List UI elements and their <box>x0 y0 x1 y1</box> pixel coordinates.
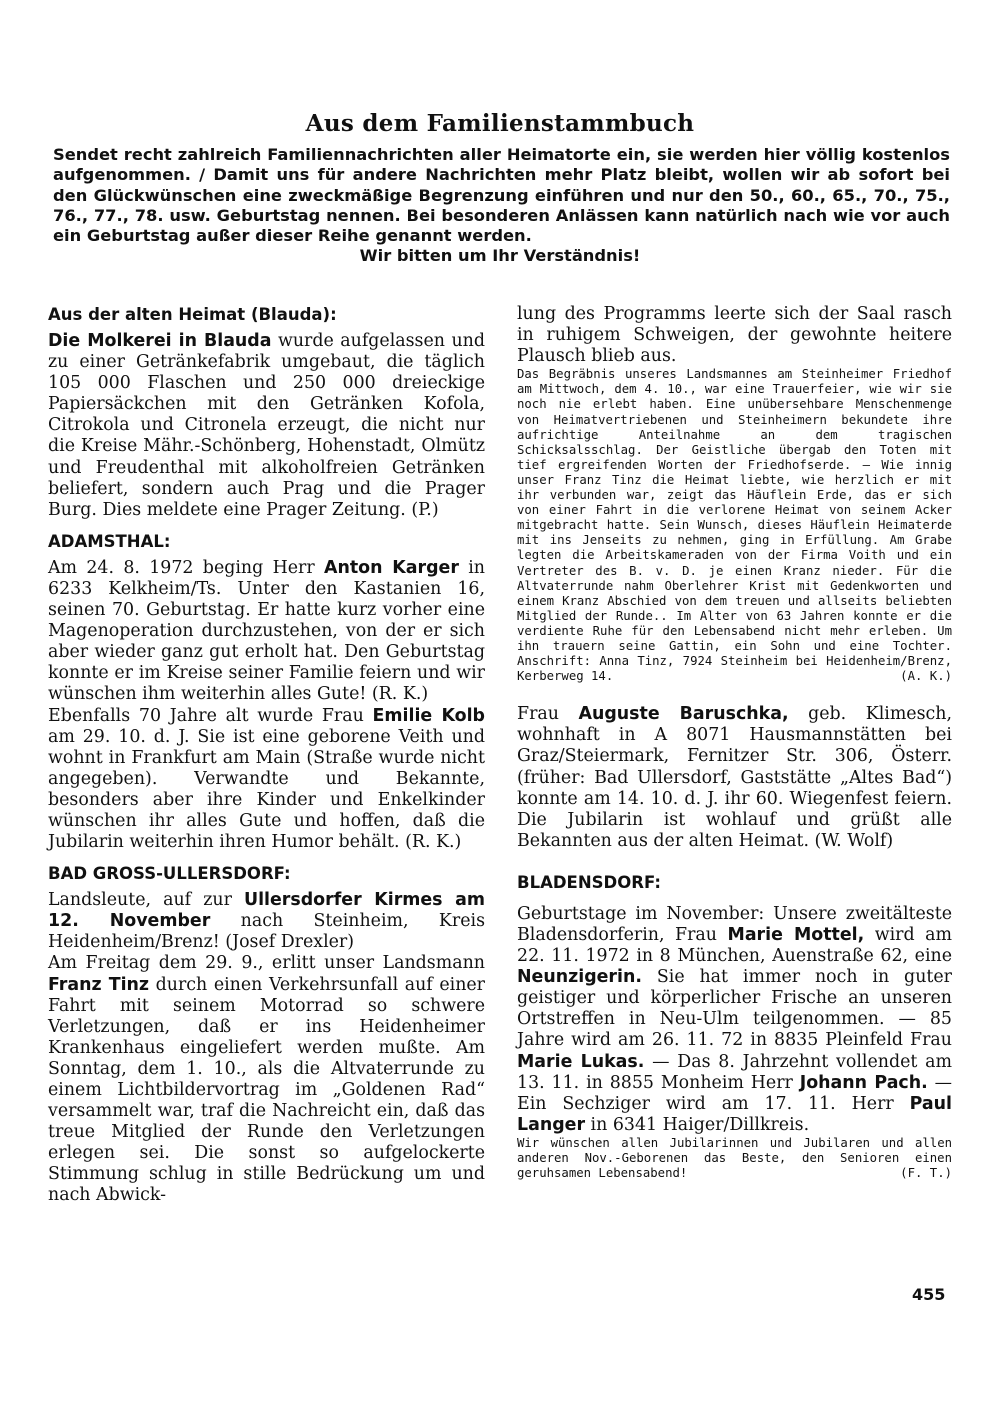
person-name: Johann Pach. <box>799 1072 928 1093</box>
text: Am Freitag dem 29. 9., erlitt unser Landsmann <box>48 953 485 974</box>
article-karger <box>48 558 485 706</box>
text: in 6341 Haiger/Dillkreis. <box>585 1114 810 1135</box>
text: wurde aufgelassen und zu einer Getränkefabrik umgebaut, die täglich 105 000 Flaschen und 250 000 dreieckige Papiersäckchen mit den Getränken Kofola, Citrokola und Citronela erzeugt, die nicht nur die Kreise Mähr.-Schönberg, Hohenstadt, Olmütz und Freudenthal mit alkoholfreien Getränken beliefert, sondern auch Prag und die Prager Burg. Dies meldete eine Prager Zeitung. (P.) <box>48 331 485 520</box>
text: geb. Klimesch, wohnhaft in A 8071 Hausmannstätten bei Graz/Steiermark, Fernitzer Str. 306, Österr. (früher: Bad Ullersdorf, Gaststätte „Altes Bad“) konnte am 14. 10. d. J. ihr 60. Wiegenfest feiern. Die Jubilarin ist wohlauf und grüßt alle Bekannten aus der alten Heimat. (W. Wolf) <box>517 704 952 851</box>
article-kirmes <box>48 890 485 953</box>
signature: (A. K.) <box>900 669 952 684</box>
text: wird am 22. 11. 1972 in 8 München, Auenstraße 62, eine <box>517 925 952 967</box>
article-tinz <box>48 953 485 1206</box>
person-name: Franz Tinz <box>48 974 150 995</box>
text: Wir wünschen allen Jubilarinnen und Jubilaren und allen anderen Nov.-Geborenen das Beste, den Senioren einen geruhsamen Lebensabend! <box>517 1135 952 1181</box>
text: Am 24. 8. 1972 beging Herr <box>48 557 324 578</box>
text: Sie hat immer noch in guter geistiger und körperlicher Frische an unseren Ortstreffen in Neu-Ulm teilgenommen. — 85 Jahre wird am 26. 11. 72 in 8835 Pleinfeld Frau <box>517 967 952 1051</box>
text: am 29. 10. d. J. Sie ist eine geborene Veith und wohnt in Frankfurt am Main (Straße wurde nicht angegeben). Verwandte und Bekannte, besonders aber ihre Kinder und Enkelkinder wünschen ihr alles Gute und hoffen, daß die Jubilarin weiterhin ihren Humor behält. (R. K.) <box>48 726 485 853</box>
text: Frau <box>517 704 579 725</box>
text: Das Begräbnis unseres Landsmannes am Steinheimer Friedhof am Mittwoch, dem 4. 10., war eine Trauerfeier, wie wir sie noch nie erlebt haben. Eine unübersehbare Menschenmenge von Heimatvertriebenen und Steinheimern bekundete ihre aufrichtige Anteilnahme an dem tragischen Schicksalsschlag. Der Geistliche übergab den Toten mit tief ergreifenden Worten der Friedhofserde. — Wie innig unser Franz Tinz die Heimat liebte, wie herzlich er mit ihr verbunden war, zeigt das Häuflein Erde, das er sich von einer Fahrt in die verlorene Heimat von seinem Acker mitgebracht hatte. Sein Wunsch, dieses Häuflein Heimaterde mit ins Jenseits zu nehmen, ging in Erfüllung. Am Grabe legten die Arbeitskameraden von der Firma Voith und ein Vertreter des B. v. D. je einen Kranz nieder. Für die Altvaterrunde nahm Oberlehrer Krist mit Gedenkworten und einem Kranz Abschied von dem treuen und allseits beliebten Mitglied der Runde.. Im Alter von 63 Jahren konnte er die verdiente Ruhe für den Lebensabend nicht mehr erleben. Um ihn trauern seine Gattin, ein Sohn und eine Tochter. Anschrift: Anna Tinz, 7924 Steinheim bei Heidenheim/Brenz, Kerberweg 14. <box>517 367 952 684</box>
heading-adamsthal: ADAMSTHAL: <box>48 531 171 551</box>
person-name: Marie Mottel, <box>727 925 865 945</box>
person-name: Auguste Baruschka, <box>578 704 789 725</box>
funeral-report <box>517 367 952 684</box>
heading-bladensdorf: BLADENSDORF: <box>517 872 661 892</box>
text: — Ein Sechziger wird am 17. 11. Herr <box>517 1072 953 1114</box>
heading-ullersdorf: BAD GROSS-ULLERSDORF: <box>48 864 291 884</box>
article-kolb <box>48 706 485 854</box>
person-name: Paul Langer <box>517 1093 952 1135</box>
bold-term: Neunzigerin. <box>517 967 642 988</box>
text: Ebenfalls 70 Jahre alt wurde Frau <box>48 705 373 726</box>
text: in 6233 Kelkheim/Ts. Unter den Kastanien 16, seinen 70. Geburtstag. Er hatte kurz vorher eine Magenoperation durchzustehen, von der er sich aber wieder ganz gut erholt hat. Den Geburtstag konnte er im Kreise seiner Familie feiern und wir wünschen ihm weiterhin alles Gute! (R. K.) <box>48 557 485 705</box>
intro-closing: Wir bitten um Ihr Verständnis! <box>359 246 641 265</box>
text: Landsleute, auf zur <box>48 890 244 911</box>
event-name: Ullersdorfer Kirmes am 12. November <box>48 890 485 932</box>
text: nach Steinheim, Kreis Heidenheim/Brenz! (Josef Drexler) <box>48 911 485 953</box>
article-baruschka <box>517 704 952 852</box>
person-name: Anton Karger <box>323 557 459 578</box>
page-number: 455 <box>912 1285 946 1304</box>
signature: (F. T.) <box>900 1166 952 1181</box>
left-column <box>48 304 485 1207</box>
text: Geburtstage im November: Unsere zweitälteste Bladensdorferin, Frau <box>517 903 952 945</box>
closing-wishes <box>517 1136 952 1181</box>
heading-blauda: Aus der alten Heimat (Blauda): <box>48 305 337 324</box>
person-name: Marie Lukas. <box>517 1051 645 1072</box>
article-blauda <box>48 331 485 521</box>
text: durch einen Verkehrsunfall auf einer Fahrt mit seinem Motorrad so schwere Verletzungen, daß er ins Heidenheimer Krankenhaus eingeliefert werden mußte. Am Sonntag, dem 1. 10., als die Altvaterrunde zu einem Lichtbildervortrag im „Goldenen Rad“ versammelt war, traf die Nachreicht ein, daß das treue Mitglied der Runde den Verletzungen erlegen sei. Die sonst so aufgelockerte Stimmung schlug in stille Bedrückung um und nach Abwick- <box>48 974 485 1206</box>
right-column <box>517 304 952 1181</box>
article-birthdays-november <box>517 904 952 1136</box>
text: — Das 8. Jahrzehnt vollendet am 13. 11. in 8855 Monheim Herr <box>517 1051 952 1093</box>
page-title: Aus dem Familienstammbuch <box>305 110 695 137</box>
person-name: Emilie Kolb <box>372 705 485 726</box>
intro-text: Sendet recht zahlreich Familiennachrichten aller Heimatorte ein, sie werden hier völlig kostenlos aufgenommen. / Damit uns für andere Nachrichten mehr Platz bleibt, wollen wir ab sofort bei den Glückwünschen eine zweckmäßige Begrenzung einführen und nur den 50., 60., 65., 70., 75., 76., 77., 78. usw. Geburtstag nennen. Bei besonderen Anlässen kann natürlich nach wie vor auch ein Geburtstag außer dieser Reihe genannt werden. <box>53 145 950 246</box>
bold-lead: Die Molkerei in Blauda <box>48 331 272 351</box>
article-tinz-continued: lung des Programms leerte sich der Saal rasch in ruhigem Schweigen, der gewohnte heitere Plausch blieb aus. <box>517 304 952 367</box>
